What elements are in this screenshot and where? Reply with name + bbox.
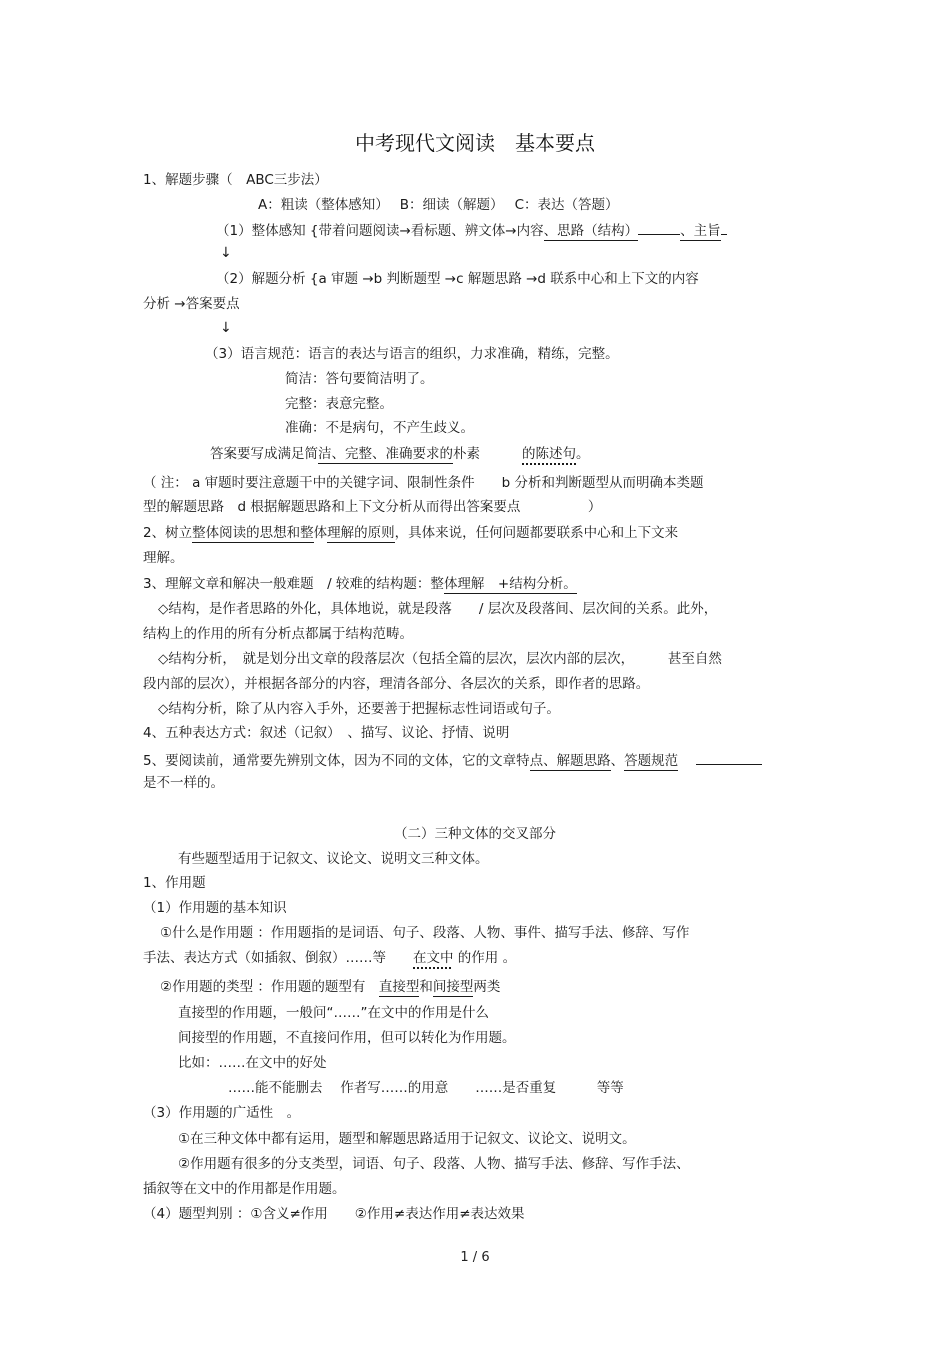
indirect-type-underline: 间接型: [432, 979, 474, 995]
definition-text: 手法、表达方式（如插叙、倒叙）……等: [143, 950, 413, 966]
note-line-b: 型的解题思路 d 根据解题思路和上下文分析从而得出答案要点 ）: [143, 499, 602, 515]
structure-para-3: ◇结构分析，除了从内容入手外，还要善于把握标志性词语或句子。: [158, 701, 560, 717]
section-2-text-c: ，具体来说，任何问题都要联系中心和上下文来: [394, 525, 679, 541]
answer-underline-a: 洁、完整: [318, 446, 372, 462]
step-1: [216, 220, 727, 240]
step-2-line-a: （2）解题分析 {a 审题 →b 判断题型 →c 解题思路 →d 联系中心和上下文的内容: [216, 271, 699, 287]
part-2-intro: 有些题型适用于记叙文、议论文、说明文三种文体。: [178, 851, 489, 867]
section-5-text: 5、要阅读前，通常要先辨别文体，因为不同的文体，它的文章特: [143, 753, 530, 769]
section-2-underline-a: 整体阅读的思想和整: [192, 525, 314, 541]
answer-end: 。: [576, 446, 590, 462]
accurate-rule: 准确：不是病句，不产生歧义。: [285, 420, 474, 436]
answer-plain: 朴素: [453, 446, 480, 462]
answer-requirement: [210, 445, 590, 463]
applicability-heading: （3）作用题的广适性 。: [143, 1105, 301, 1121]
concise-rule: 简洁：答句要简洁明了。: [285, 371, 434, 387]
section-3-underline: 体理解 +结构分析。: [443, 576, 577, 592]
example-line-2: ……能不能删去 作者写……的用意 ……是否重复 等等: [228, 1080, 624, 1096]
section-5-sep: 、: [610, 753, 625, 769]
type-judgement: （4）题型判别 ：①含义≠作用 ②作用≠表达作用≠表达效果: [143, 1206, 525, 1222]
abc-steps: A：粗读（整体感知） B：细读（解题） C：表达（答题）: [258, 197, 619, 213]
question-type-1: 1、作用题: [143, 875, 206, 891]
structure-para-2a: ◇结构分析， 就是划分出文章的段落层次（包括全篇的层次，层次内部的层次， 甚至自然: [158, 651, 722, 667]
definition-line-b: [143, 949, 516, 967]
type-and: 和: [419, 979, 433, 995]
section-3-text: 3、理解文章和解决一般难题 / 较难的结构题：整: [143, 576, 444, 592]
applicability-1: ①在三种文体中都有运用，题型和解题思路适用于记叙文、议论文、说明文。: [178, 1131, 636, 1147]
down-arrow-icon: ↓: [220, 320, 232, 336]
page-number: 1 / 6: [460, 1250, 490, 1265]
type-end: 两类: [473, 979, 501, 995]
applicability-2a: ②作用题有很多的分支类型，词语、句子、段落、人物、描写手法、修辞、写作手法、: [178, 1156, 690, 1172]
section-2-continued: 理解。: [143, 550, 184, 566]
section-5-continued: 是不一样的。: [143, 775, 224, 791]
answer-emphasis: 的陈述句: [522, 446, 576, 462]
section-5: [143, 750, 762, 770]
definition-line-a: ①什么是作用题 ：作用题指的是词语、句子、段落、人物、事件、描写手法、修辞、写作: [160, 925, 690, 941]
direct-type-desc: 直接型的作用题，一般问“……”在文中的作用是什么: [178, 1005, 489, 1021]
type-line: [160, 978, 500, 996]
step-1-underline-thinking: 、思路（结构）: [543, 223, 639, 239]
section-5-underline-a: 点、解题思路: [529, 753, 611, 769]
applicability-2b: 插叙等在文中的作用都是作用题。: [143, 1181, 346, 1197]
answer-underline-b: 、准确要求的: [372, 446, 453, 462]
basic-knowledge-heading: （1）作用题的基本知识: [143, 900, 287, 916]
note-line-a: （ 注： a 审题时要注意题干中的关键字词、限制性条件 b 分析和判断题型从而明确本类题: [143, 475, 704, 491]
section-2-underline-b: 理解的原则: [327, 525, 395, 541]
section-4: 4、五种表达方式：叙述（记叙） 、描写、议论、抒情、说明: [143, 725, 510, 741]
fill-blank: [696, 750, 762, 765]
section-2-text-b: 体: [313, 525, 328, 541]
part-2-heading: （二）三种文体的交叉部分: [394, 826, 556, 842]
direct-type-underline: 直接型: [378, 979, 420, 995]
type-text: ②作用题的类型 ：作用题的题型有: [160, 979, 379, 995]
definition-emphasis: 在文中: [413, 950, 454, 966]
down-arrow-icon: ↓: [220, 245, 232, 261]
section-5-underline-b: 答题规范: [624, 753, 679, 769]
section-2-text: 2、树立: [143, 525, 193, 541]
structure-para-1b: 结构上的作用的所有分析点都属于结构范畴。: [143, 626, 413, 642]
section-3: [143, 575, 577, 593]
structure-para-1a: ◇结构，是作者思路的外化，具体地说，就是段落 / 层次及段落间、层次间的关系。此外，: [158, 601, 718, 617]
definition-end: 的作用 。: [453, 950, 517, 966]
section-1-heading: 1、解题步骤（ ABC三步法）: [143, 172, 328, 188]
step-1-underline-theme: 、主旨: [680, 223, 721, 239]
answer-text: 答案要写成满足简: [210, 446, 318, 462]
step-2-line-b: 分析 →答案要点: [143, 296, 240, 312]
page-title: 中考现代文阅读 基本要点: [355, 131, 595, 155]
step-1-text: （1）整体感知 {带着问题阅读→看标题、辨文体→内容: [216, 223, 544, 239]
section-2: [143, 524, 678, 542]
complete-rule: 完整：表意完整。: [285, 396, 393, 412]
step-3: （3）语言规范：语言的表达与语言的组织，力求准确，精练，完整。: [205, 346, 619, 362]
structure-para-2b: 段内部的层次），并根据各部分的内容，理清各部分、各层次的关系，即作者的思路。: [143, 676, 650, 692]
indirect-type-desc: 间接型的作用题，不直接问作用，但可以转化为作用题。: [178, 1030, 516, 1046]
example-line-1: 比如：……在文中的好处: [178, 1055, 327, 1071]
